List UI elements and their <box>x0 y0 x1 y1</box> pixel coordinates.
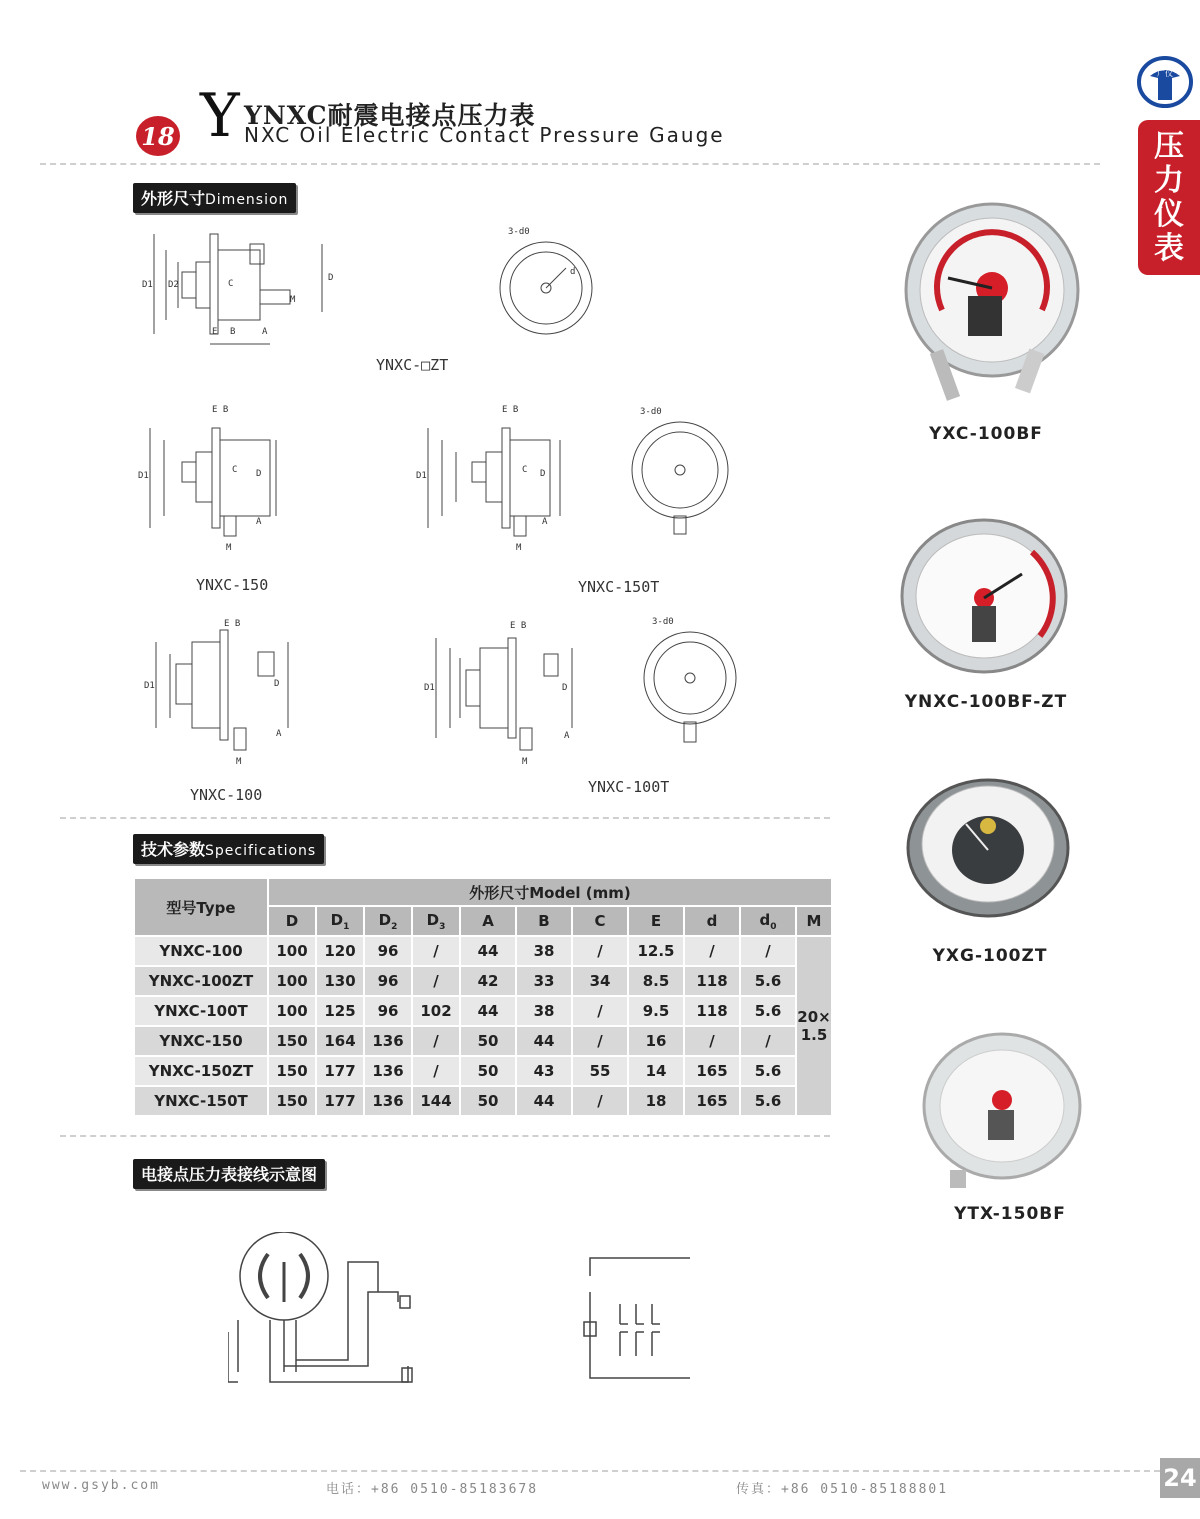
table-cell: 96 <box>365 937 411 965</box>
table-cell: 120 <box>317 937 363 965</box>
table-row <box>135 1027 831 1055</box>
svg-text:E B: E B <box>212 405 229 415</box>
svg-text:A: A <box>256 517 262 527</box>
catalog-page-number: 24 <box>1160 1458 1200 1498</box>
table-cell: 130 <box>317 967 363 995</box>
table-cell: 9.5 <box>629 997 683 1025</box>
table-cell: 118 <box>685 997 739 1025</box>
table-cell: 5.6 <box>741 1057 795 1085</box>
table-header-model: 外形尺寸Model (mm) <box>269 879 831 905</box>
product-label: YXC-100BF <box>929 424 1043 444</box>
table-cell: / <box>741 937 795 965</box>
svg-text:3-d0: 3-d0 <box>508 227 530 237</box>
svg-text:C: C <box>522 465 528 475</box>
svg-text:M: M <box>516 543 522 553</box>
table-row <box>135 997 831 1025</box>
drawing-100t-front <box>636 612 746 746</box>
table-cell: / <box>685 937 739 965</box>
table-cell: / <box>413 967 459 995</box>
drawing-150t-front <box>626 400 736 540</box>
table-cell: 96 <box>365 997 411 1025</box>
section-cn: 电接点压力表接线示意图 <box>141 1165 318 1184</box>
table-cell: 38 <box>517 937 571 965</box>
table-cell: 50 <box>461 1027 515 1055</box>
table-cell: 136 <box>365 1057 411 1085</box>
column-header: E <box>629 907 683 935</box>
column-header: C <box>573 907 627 935</box>
table-cell: / <box>741 1027 795 1055</box>
svg-text:D: D <box>256 469 262 479</box>
spec-table <box>133 877 833 1117</box>
svg-text:M: M <box>236 757 242 767</box>
svg-text:D2: D2 <box>168 280 179 290</box>
divider-line <box>60 1135 830 1137</box>
svg-text:3-d0: 3-d0 <box>652 617 674 627</box>
drawing-150 <box>136 400 286 560</box>
table-cell: 44 <box>461 997 515 1025</box>
table-cell: 100 <box>269 997 315 1025</box>
side-tab-char: 表 <box>1154 230 1184 266</box>
svg-text:A: A <box>564 731 570 741</box>
svg-text:3-d0: 3-d0 <box>640 407 662 417</box>
table-cell: 38 <box>517 997 571 1025</box>
svg-text:E B: E B <box>502 405 519 415</box>
drawing-label-100: YNXC-100 <box>190 786 263 804</box>
svg-text:d: d <box>570 267 576 277</box>
table-cell: 14 <box>629 1057 683 1085</box>
drawing-label-zt: YNXC-□ZT <box>376 356 449 374</box>
section-en: Dimension <box>205 192 289 208</box>
column-header: $d_0$ <box>741 907 795 935</box>
column-header: A <box>461 907 515 935</box>
table-cell: 100 <box>269 967 315 995</box>
footer-phone: 电话：+86 0510-85183678 <box>326 1482 539 1497</box>
svg-text:B: B <box>230 327 236 337</box>
svg-text:D1: D1 <box>416 471 427 481</box>
table-cell: 43 <box>517 1057 571 1085</box>
svg-text:D1: D1 <box>424 683 435 693</box>
footer-fax: 传真：+86 0510-85188801 <box>736 1482 949 1497</box>
svg-text:M: M <box>226 543 232 553</box>
table-cell: 44 <box>517 1087 571 1115</box>
column-header: M <box>797 907 831 935</box>
page-title-cn: YNXC耐震电接点压力表 <box>244 101 536 130</box>
table-cell: / <box>573 1027 627 1055</box>
product-label: YXG-100ZT <box>932 946 1048 966</box>
table-row <box>135 1087 831 1115</box>
section-en: Specifications <box>205 843 317 859</box>
m-value-line: 20× <box>797 1008 831 1026</box>
table-cell: / <box>685 1027 739 1055</box>
table-cell: 42 <box>461 967 515 995</box>
svg-text:E: E <box>212 327 218 337</box>
table-cell: YNXC-100ZT <box>135 967 267 995</box>
table-cell: 50 <box>461 1087 515 1115</box>
table-cell: 144 <box>413 1087 459 1115</box>
table-cell: 8.5 <box>629 967 683 995</box>
svg-text:D: D <box>540 469 546 479</box>
drawing-label-150t: YNXC-150T <box>578 578 660 596</box>
section-wiring-tag <box>133 1159 325 1189</box>
drawing-100 <box>138 614 298 774</box>
column-header: $D_1$ <box>317 907 363 935</box>
column-header: $D_3$ <box>413 907 459 935</box>
table-cell: 5.6 <box>741 997 795 1025</box>
column-header: B <box>517 907 571 935</box>
table-cell: / <box>413 1027 459 1055</box>
table-cell: YNXC-100 <box>135 937 267 965</box>
table-cell: 33 <box>517 967 571 995</box>
table-cell: 150 <box>269 1057 315 1085</box>
table-cell: YNXC-150ZT <box>135 1057 267 1085</box>
svg-text:D1: D1 <box>138 471 149 481</box>
divider-line <box>20 1470 1160 1472</box>
table-cell: 165 <box>685 1057 739 1085</box>
table-row <box>135 967 831 995</box>
table-cell: 44 <box>517 1027 571 1055</box>
svg-text:M: M <box>522 757 528 767</box>
table-cell: 177 <box>317 1087 363 1115</box>
divider-line <box>40 163 1100 165</box>
wiring-diagram-right <box>580 1256 700 1380</box>
product-label: YNXC-100BF-ZT <box>904 692 1068 712</box>
product-image-ynxc-100bf-zt <box>900 516 1070 676</box>
product-image-yxc-100bf <box>902 200 1082 410</box>
svg-text:E B: E B <box>510 621 527 631</box>
section-dimension-tag <box>133 183 296 213</box>
table-cell: 165 <box>685 1087 739 1115</box>
table-cell: 102 <box>413 997 459 1025</box>
table-cell: 118 <box>685 967 739 995</box>
table-cell: 12.5 <box>629 937 683 965</box>
side-tab-char: 压 <box>1154 128 1184 164</box>
section-spec-tag <box>133 834 324 864</box>
brand-logo <box>1136 54 1194 110</box>
table-cell: 55 <box>573 1057 627 1085</box>
table-cell: / <box>573 937 627 965</box>
table-cell: 125 <box>317 997 363 1025</box>
table-cell: 136 <box>365 1087 411 1115</box>
table-cell: 16 <box>629 1027 683 1055</box>
table-cell: / <box>413 1057 459 1085</box>
category-side-tab <box>1138 120 1200 275</box>
table-cell: 34 <box>573 967 627 995</box>
table-cell: 5.6 <box>741 1087 795 1115</box>
table-cell: 164 <box>317 1027 363 1055</box>
svg-text:D1: D1 <box>144 681 155 691</box>
table-cell: YNXC-150T <box>135 1087 267 1115</box>
table-cell: 177 <box>317 1057 363 1085</box>
product-image-ytx-150bf <box>920 1032 1082 1192</box>
footer-website: www.gsyb.com <box>42 1478 160 1493</box>
table-cell: 150 <box>269 1027 315 1055</box>
table-cell: 18 <box>629 1087 683 1115</box>
table-cell: / <box>573 997 627 1025</box>
table-cell: 96 <box>365 967 411 995</box>
drawing-zt-side <box>140 222 340 352</box>
table-cell: / <box>413 937 459 965</box>
table-cell: / <box>573 1087 627 1115</box>
table-cell: 50 <box>461 1057 515 1085</box>
m-value-line: 1.5 <box>800 1026 828 1044</box>
svg-text:D: D <box>274 679 280 689</box>
table-cell: YNXC-100T <box>135 997 267 1025</box>
svg-text:A: A <box>262 327 268 337</box>
column-header: d <box>685 907 739 935</box>
column-header: D <box>269 907 315 935</box>
svg-text:A: A <box>276 729 282 739</box>
product-label: YTX-150BF <box>954 1204 1066 1224</box>
svg-text:M: M <box>290 295 296 305</box>
divider-line <box>60 817 830 819</box>
section-cn: 技术参数 <box>141 840 206 859</box>
table-header-type: 型号Type <box>135 879 267 935</box>
svg-text:D: D <box>562 683 568 693</box>
svg-text:C: C <box>228 279 234 289</box>
table-row <box>135 1057 831 1085</box>
side-tab-char: 仪 <box>1154 196 1184 232</box>
title-initial: Y <box>200 81 240 151</box>
svg-text:A: A <box>542 517 548 527</box>
svg-text:D: D <box>328 273 334 283</box>
wiring-diagram-left <box>228 1232 438 1392</box>
svg-text:D1: D1 <box>142 280 153 290</box>
table-cell: YNXC-150 <box>135 1027 267 1055</box>
table-cell: 150 <box>269 1087 315 1115</box>
drawing-150t-side <box>410 400 570 560</box>
side-tab-char: 力 <box>1154 162 1184 198</box>
table-cell-m <box>797 937 831 1115</box>
svg-text:E B: E B <box>224 619 241 629</box>
drawing-label-150: YNXC-150 <box>196 576 269 594</box>
table-cell: 136 <box>365 1027 411 1055</box>
table-cell: 5.6 <box>741 967 795 995</box>
drawing-zt-front <box>490 222 600 340</box>
section-cn: 外形尺寸 <box>141 189 206 208</box>
table-row <box>135 937 831 965</box>
table-cell: 44 <box>461 937 515 965</box>
svg-text:广仪: 广仪 <box>1157 69 1173 78</box>
drawing-label-100t: YNXC-100T <box>588 778 670 796</box>
page-number-badge: 18 <box>136 116 180 156</box>
svg-text:C: C <box>232 465 238 475</box>
page-title-en: NXC Oil Electric Contact Pressure Gauge <box>244 123 725 147</box>
drawing-100t-side <box>414 614 584 774</box>
product-image-yxg-100zt <box>906 776 1070 926</box>
table-cell: 100 <box>269 937 315 965</box>
column-header: $D_2$ <box>365 907 411 935</box>
